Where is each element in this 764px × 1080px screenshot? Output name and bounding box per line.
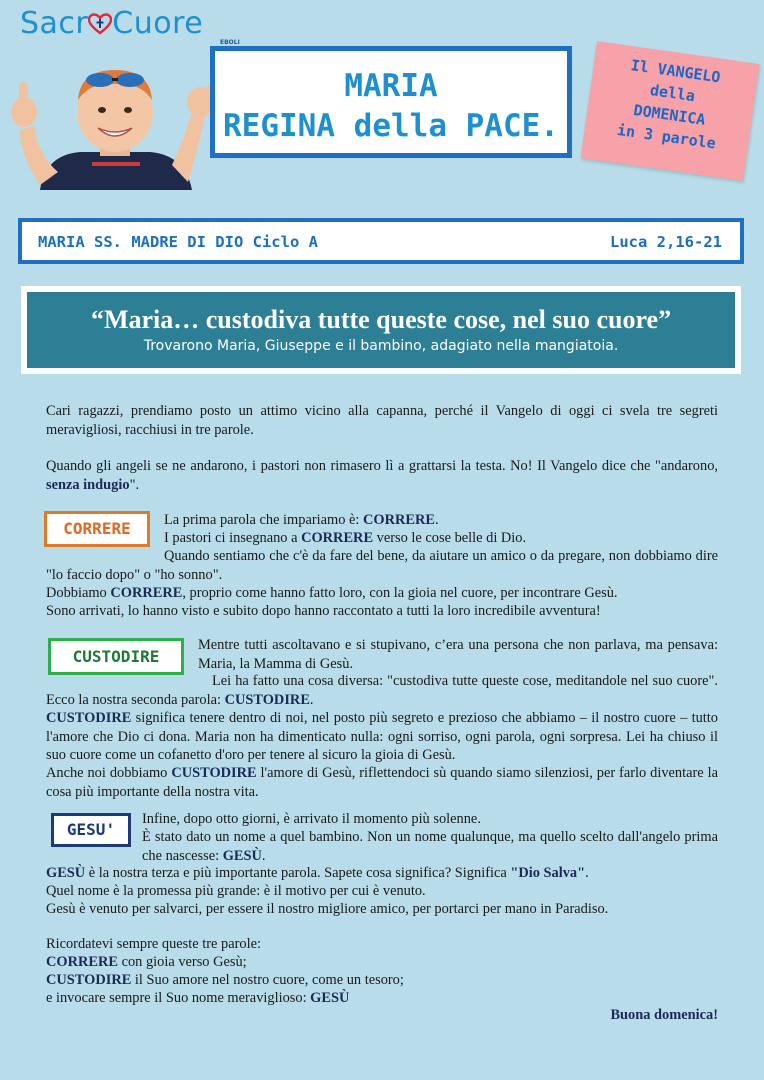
gesu-line-2 (142, 828, 718, 865)
text-run: La prima parola che impariamo è: (164, 512, 363, 528)
gesu-line-4: Quel nome è la promessa più grande: è il motivo per cui è venuto. (46, 883, 426, 899)
text-bold: CORRERE (362, 512, 435, 528)
correre-line-2 (164, 529, 718, 548)
closing-line-2 (46, 953, 718, 972)
text-bold: CUSTODIRE (171, 765, 257, 781)
text-run: Quando sentiamo che c'è da fare del bene, da aiutare un amico o da pregare, non dobbiamo dire "lo faccio dopo" o "ho sonno". (46, 548, 718, 583)
text-bold: CUSTODIRE (46, 972, 132, 988)
liturgy-info-bar (18, 218, 744, 264)
title-line-1: MARIA (344, 68, 438, 104)
logo-text-left: Sacr (20, 6, 89, 41)
gospel-reference: Luca 2,16-21 (610, 233, 722, 251)
note-line: Il VANGELO (629, 56, 722, 87)
text-bold: "Dio Salva" (510, 865, 586, 881)
text-run: con gioia verso Gesù; (117, 954, 247, 970)
correre-line-5: Sono arrivati, lo hanno visto e subito dopo hanno raccontato a tutti la loro incredibile avventura! (46, 603, 601, 619)
text-run: . (309, 691, 314, 708)
text-bold: CORRERE (46, 954, 118, 970)
quote-subtitle: Trovarono Maria, Giuseppe e il bambino, adagiato nella mangiatoia. (143, 338, 619, 354)
note-line: in 3 parole (615, 120, 717, 153)
note-line: DOMENICA (632, 100, 707, 129)
logo (20, 6, 203, 41)
intro-paragraph-1: Cari ragazzi, prendiamo posto un attimo vicino alla capanna, perché il Vangelo di oggi ci svela tre segreti meravigliosi, racchiusi in tre parole. (46, 403, 718, 438)
text-bold: CORRERE (110, 585, 183, 601)
intro-paragraph-2 (46, 457, 718, 494)
correre-label: CORRERE (44, 511, 150, 547)
gesu-line-1: Infine, dopo otto giorni, è arrivato il momento più solenne. (142, 811, 481, 827)
feast-name: MARIA SS. MADRE DI DIO Ciclo A (38, 233, 318, 251)
text-bold: CUSTODIRE (224, 691, 310, 708)
text-bold: CORRERE (301, 530, 374, 546)
text-run: , proprio come hanno fatto loro, con la gioia nel cuore, per incontrare Gesù. (182, 585, 618, 601)
custodire-line-4 (46, 764, 718, 801)
text-run: significa tenere dentro di noi, nel posto più segreto e prezioso che abbiamo – il nostro cuore – tutto l'amore che Dio ci dona. Maria non ha dimenticato nulla: ogni sorriso, ogni parola, ogni sorpresa. Lei ha chiuso il suo cuore come un cofanetto d'oro per tenere al sicuro la gioia di Gesù. (46, 710, 718, 763)
gesu-line-3 (46, 864, 718, 883)
correre-line-3 (46, 547, 718, 584)
text-run: Lei ha fatto una cosa diversa: "custodiva tutte queste cose, meditandole nel suo cuore". Ecco la nostra seconda parola: (46, 673, 718, 708)
text-run: è la nostra terza e più importante parola. Sapete cosa significa? Significa (85, 865, 511, 881)
closing-line-3 (46, 971, 718, 990)
text-bold: senza indugio (46, 476, 130, 493)
text-run: e invocare sempre il Suo nome meraviglioso: (46, 990, 311, 1006)
custodire-line-1: Mentre tutti ascoltavano e si stupivano, c’era una persona che non parlava, ma pensava: Maria, la Mamma di Gesù. (198, 637, 718, 672)
text-run: I pastori ci insegnano a (164, 530, 302, 546)
correre-line-1 (164, 511, 718, 530)
custodire-line-3 (46, 709, 718, 765)
text-run: l'amore di Gesù, riflettendoci sù quando siamo silenziosi, per farlo diventare la cosa più importante della nostra vita. (46, 765, 719, 800)
text-run: Anche noi dobbiamo (46, 765, 172, 781)
closing-line-4 (46, 989, 718, 1008)
text-bold: GESÙ (310, 990, 350, 1006)
text-run: il Suo amore nel nostro cuore, come un tesoro; (131, 972, 404, 988)
logo-subtitle: EBOLI (220, 39, 240, 46)
title-line-2: REGINA della PACE. (223, 108, 559, 144)
gesu-label: GESU' (51, 813, 131, 847)
custodire-label: CUSTODIRE (48, 638, 184, 675)
text-bold: GESÙ (222, 847, 262, 864)
text-bold: CUSTODIRE (46, 710, 132, 726)
text-run: È stato dato un nome a quel bambino. Non un nome qualunque, ma quello scelto dall'angelo prima che nascesse: (142, 829, 718, 864)
text-run: Quando gli angeli se ne andarono, i pastori non rimasero lì a grattarsi la testa. No! Il Vangelo dice che "andarono, (46, 458, 718, 474)
text-run: . (261, 847, 266, 864)
kid-thumbs-up-illustration (0, 60, 230, 190)
text-run: verso le cose belle di Dio. (373, 530, 527, 546)
text-run: . (434, 512, 439, 528)
logo-text-right: Cuore (112, 6, 204, 41)
signoff: Buona domenica! (610, 1007, 718, 1023)
quote-title: “Maria… custodiva tutte queste cose, nel suo cuore” (90, 305, 672, 334)
text-run: Dobbiamo (46, 585, 111, 601)
text-run: ". (129, 476, 140, 493)
text-bold: GESÙ (46, 865, 86, 881)
quote-banner (27, 292, 735, 368)
text-run: . (585, 865, 589, 881)
main-title-box (210, 46, 572, 158)
heart-cross-icon (88, 13, 112, 35)
note-line: della (648, 81, 697, 106)
custodire-line-2 (46, 672, 718, 709)
closing-line-1: Ricordatevi sempre queste tre parole: (46, 936, 261, 952)
gesu-line-5: Gesù è venuto per salvarci, per essere il nostro migliore amico, per portarci per mano in Paradiso. (46, 901, 609, 917)
correre-line-4 (46, 584, 718, 603)
